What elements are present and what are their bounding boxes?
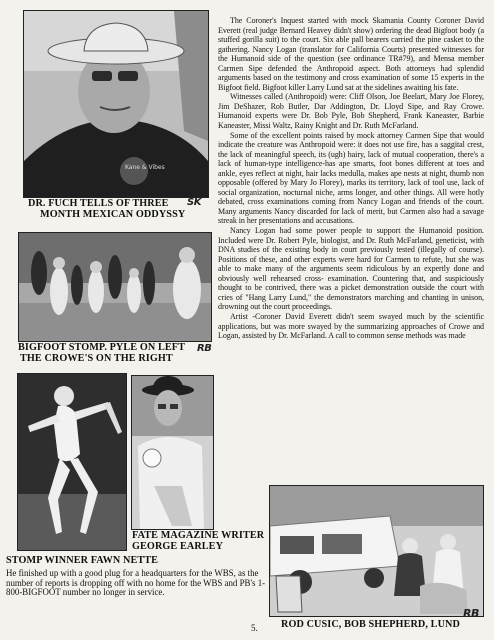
photographer-initials-sk: SK xyxy=(187,197,201,208)
photo-bigfoot-stomp-image xyxy=(19,233,211,341)
photo-george-earley-image xyxy=(132,376,213,529)
page-number: 5. xyxy=(251,623,258,633)
article-body xyxy=(218,16,484,480)
photo-rod-cusic-group xyxy=(269,485,484,617)
article-paragraph: Witnesses called (Anthropoid) were: Cliff Olson, Joe Beelart, Mary Joe Florey, Jim DeShazer, Rob Butler, Dar Addington, Dr. Lloyd Sipe, and Ray Crowe. Humanoid experts were Dr. Bob Pyle, Bob Shepherd, Frank Kaneaster, Barbie Kaneaster, Missi Waltz, Rainy Knight and Dr. Ruth McFarland. xyxy=(218,92,484,131)
photo-rod-cusic-group-image xyxy=(270,486,483,616)
article-paragraph: The Coroner's Inquest started with mock Skamania County Coroner David Everett (real judge Bernard Heavey didn't show) ordering the dead Bigfoot body (a stuffed gorilla suit) to the court. Six able pall bearers carried the pine casket to the gathering. Nancy Logan (translator for California Courts) presented witnesses for the Humanoid side of the question (see ordinance TR#79), and Mensa member Carmen Sipe defended the Anthropoid aspect. Both attorneys had splendid arguments based on the testimony and cross examination of some 15 experts in the Bigfoot field. Bigfoot killer Larry Lund sat at the sidelines awaiting his fate. xyxy=(218,16,484,92)
caption-fawn-nette: STOMP WINNER FAWN NETTE xyxy=(6,555,159,566)
photo-george-earley xyxy=(131,375,214,530)
caption-fuch-line2: MONTH MEXICAN ODDYSSY xyxy=(40,209,186,220)
article-paragraph: Nancy Logan had some power people to support the Humanoid position. Included were Dr. Robert Pyle, biologist, and Dr. Ruth McFarland, geneticist, with DNA studies of the existing body in court previously tested (illegally of course). Positions of these, and other experts were hard for Carmen to refute, but she was able to make many of the arguments seem ridiculous by an expertly done and obviously well rehearsed cross- examination. Countering that, and suspiciously thought to be contrived, there was a picket demonstration outside the court with cries of "Hang Larry Lund," the demonstrators marching and chanting in unison, drowning out the court proceedings. xyxy=(218,226,484,312)
photographer-initials-rb-2: RB xyxy=(463,607,479,620)
caption-cusic-group: ROD CUSIC, BOB SHEPHERD, LUND xyxy=(281,619,460,630)
caption-stomp-line2: THE CROWE'S ON THE RIGHT xyxy=(20,353,173,364)
caption-stomp-line1: BIGFOOT STOMP. PYLE ON LEFT xyxy=(18,342,185,353)
photo-dr-fuch-image xyxy=(24,11,208,197)
photo-dr-fuch xyxy=(23,10,209,198)
photo-fawn-nette-image xyxy=(18,374,126,550)
photo-bigfoot-stomp xyxy=(18,232,212,342)
photographer-initials-rb: RB xyxy=(197,343,212,354)
caption-earley-line1: FATE MAGAZINE WRITER xyxy=(132,530,265,541)
article-paragraph: Artist -Coroner David Everett didn't seem swayed much by the scientific applications, but was more swayed by the summarizing approaches of Crowe and Logan, assisted by Dr. McFarland. A call to common sense methods was made xyxy=(218,311,484,341)
article-paragraph: Some of the excellent points raised by mock attorney Carmen Sipe that would indicate the creature was Anthropoid were: it does not use fire, has a saggital crest, the lack of meaningful speech, its (ugh) hairy, lack of mutual cooperation, there's a lack of human-type intelligence-has ape smarts, foot bones different at toes and ankle, eyes reflect at night, hair lacks medulla, makes ape nests at night, thumb non opposable (offered by Mary Jo Florey), marks its territory, lack of tool use, lack of social organization, nocturnal niche, arms longer, and other things. All were hotly debated, cross examinations coming from Nancy Logan and friends of the court. Many arguments Nancy discarded for lack of merit, but Carmen also had a savage streak in her presentations and accusations. xyxy=(218,130,484,226)
shirt-logo-text: Kane & Vibes xyxy=(125,164,165,171)
headquarters-plug-text: He finished up with a good plug for a headquarters for the WBS, as the number of reports is dropping off with no home for the WBS and PB's 1-800-BIGFOOT number no longer in service. xyxy=(6,568,266,598)
caption-earley-line2: GEORGE EARLEY xyxy=(132,541,224,552)
photo-fawn-nette xyxy=(17,373,127,551)
caption-fuch-line1: DR. FUCH TELLS OF THREE xyxy=(28,198,169,209)
